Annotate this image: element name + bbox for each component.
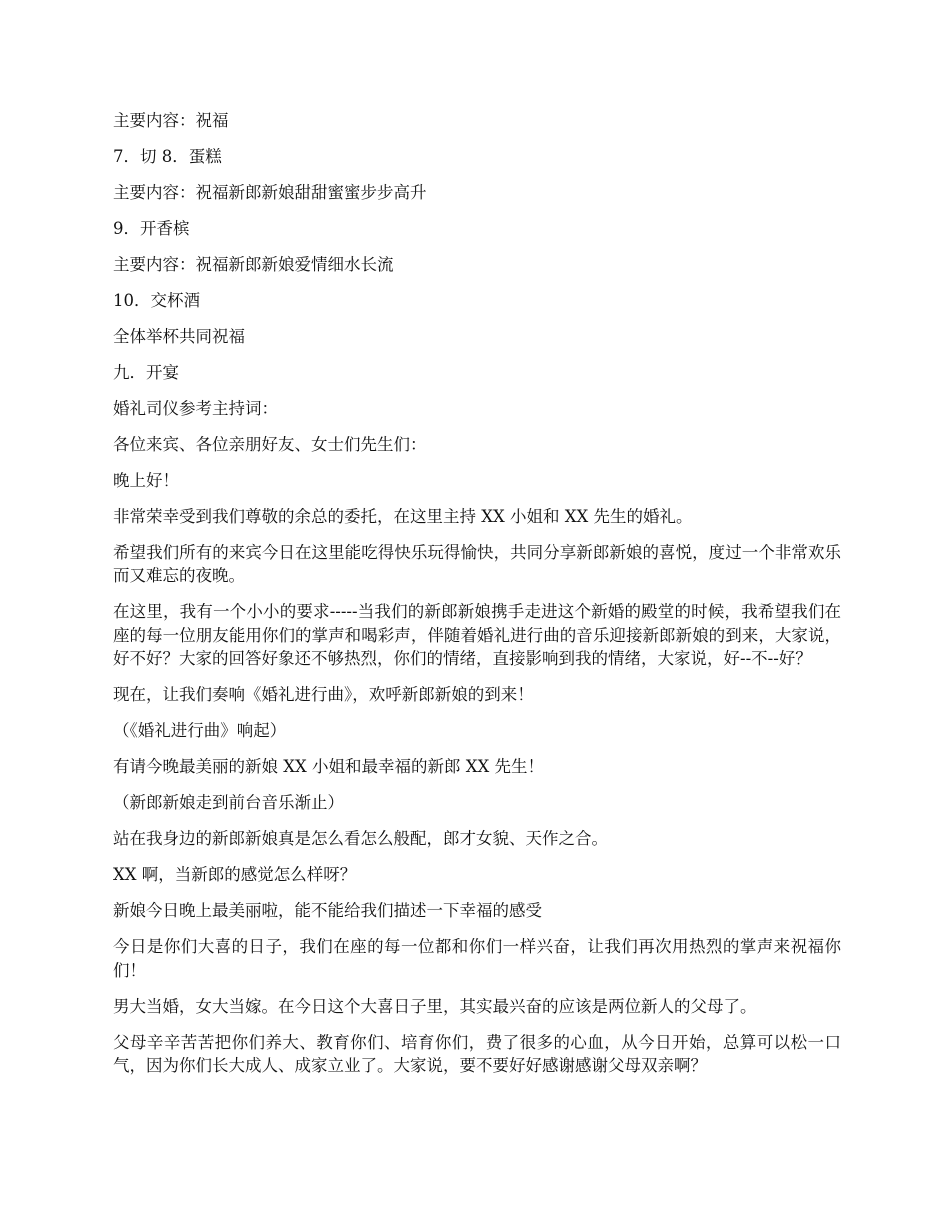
- paragraph: 希望我们所有的来宾今日在这里能吃得快乐玩得愉快，共同分享新郎新娘的喜悦，度过一个非常欢乐而又难忘的夜晚。: [113, 543, 841, 586]
- paragraph: 现在，让我们奏响《婚礼进行曲》，欢呼新郎新娘的到来！: [113, 685, 534, 705]
- paragraph: XX 啊，当新郎的感觉怎么样呀？: [113, 865, 357, 885]
- paragraph: 7．切 8．蛋糕: [113, 147, 222, 166]
- paragraph: 有请今晚最美丽的新娘 XX 小姐和最幸福的新郎 XX 先生！: [113, 757, 544, 777]
- paragraph: 全体举杯共同祝福: [113, 327, 245, 346]
- paragraph: （《婚礼进行曲》响起）: [113, 721, 287, 741]
- paragraph: （新郎新娘走到前台音乐渐止）: [113, 793, 344, 813]
- paragraph: 各位来宾、各位亲朋好友、女士们先生们：: [113, 435, 427, 454]
- paragraph: 新娘今日晚上最美丽啦，能不能给我们描述一下幸福的感受: [113, 901, 542, 921]
- paragraph: 父母辛辛苦苦把你们养大、教育你们、培育你们，费了很多的心血，从今日开始，总算可以松一口气，因为你们长大成人、成家立业了。大家说，要不要好好感谢感谢父母双亲啊？: [113, 1032, 841, 1076]
- paragraph: 主要内容：祝福新郎新娘甜甜蜜蜜步步高升: [113, 183, 427, 202]
- paragraph: 婚礼司仪参考主持词：: [113, 399, 278, 418]
- paragraph: 今日是你们大喜的日子，我们在座的每一位都和你们一样兴奋，让我们再次用热烈的掌声来祝福你们！: [113, 937, 841, 980]
- paragraph: 主要内容：祝福新郎新娘爱情细水长流: [113, 255, 394, 274]
- paragraph: 晚上好！: [113, 471, 179, 490]
- paragraph: 10．交杯酒: [113, 291, 200, 310]
- paragraph: 在这里，我有一个小小的要求-----当我们的新郎新娘携手走进这个新婚的殿堂的时候，我希望我们在座的每一位朋友能用你们的掌声和喝彩声，伴随着婚礼进行曲的音乐迎接新郎新娘的到来，大家说，好不好？大家的回答好象还不够热烈，你们的情绪，直接影响到我的情绪，大家说，好--不--好？: [113, 602, 841, 669]
- paragraph: 站在我身边的新郎新娘真是怎么看怎么般配，郎才女貌、天作之合。: [113, 829, 608, 849]
- document-body: [113, 109, 841, 1090]
- paragraph: 男大当婚，女大当嫁。在今日这个大喜日子里，其实最兴奋的应该是两位新人的父母了。: [113, 996, 757, 1016]
- paragraph: 主要内容：祝福: [113, 111, 229, 130]
- section-heading: 九．开宴: [113, 363, 179, 382]
- paragraph: 非常荣幸受到我们尊敬的余总的委托，在这里主持 XX 小姐和 XX 先生的婚礼。: [113, 507, 693, 526]
- paragraph: 9．开香槟: [113, 219, 190, 238]
